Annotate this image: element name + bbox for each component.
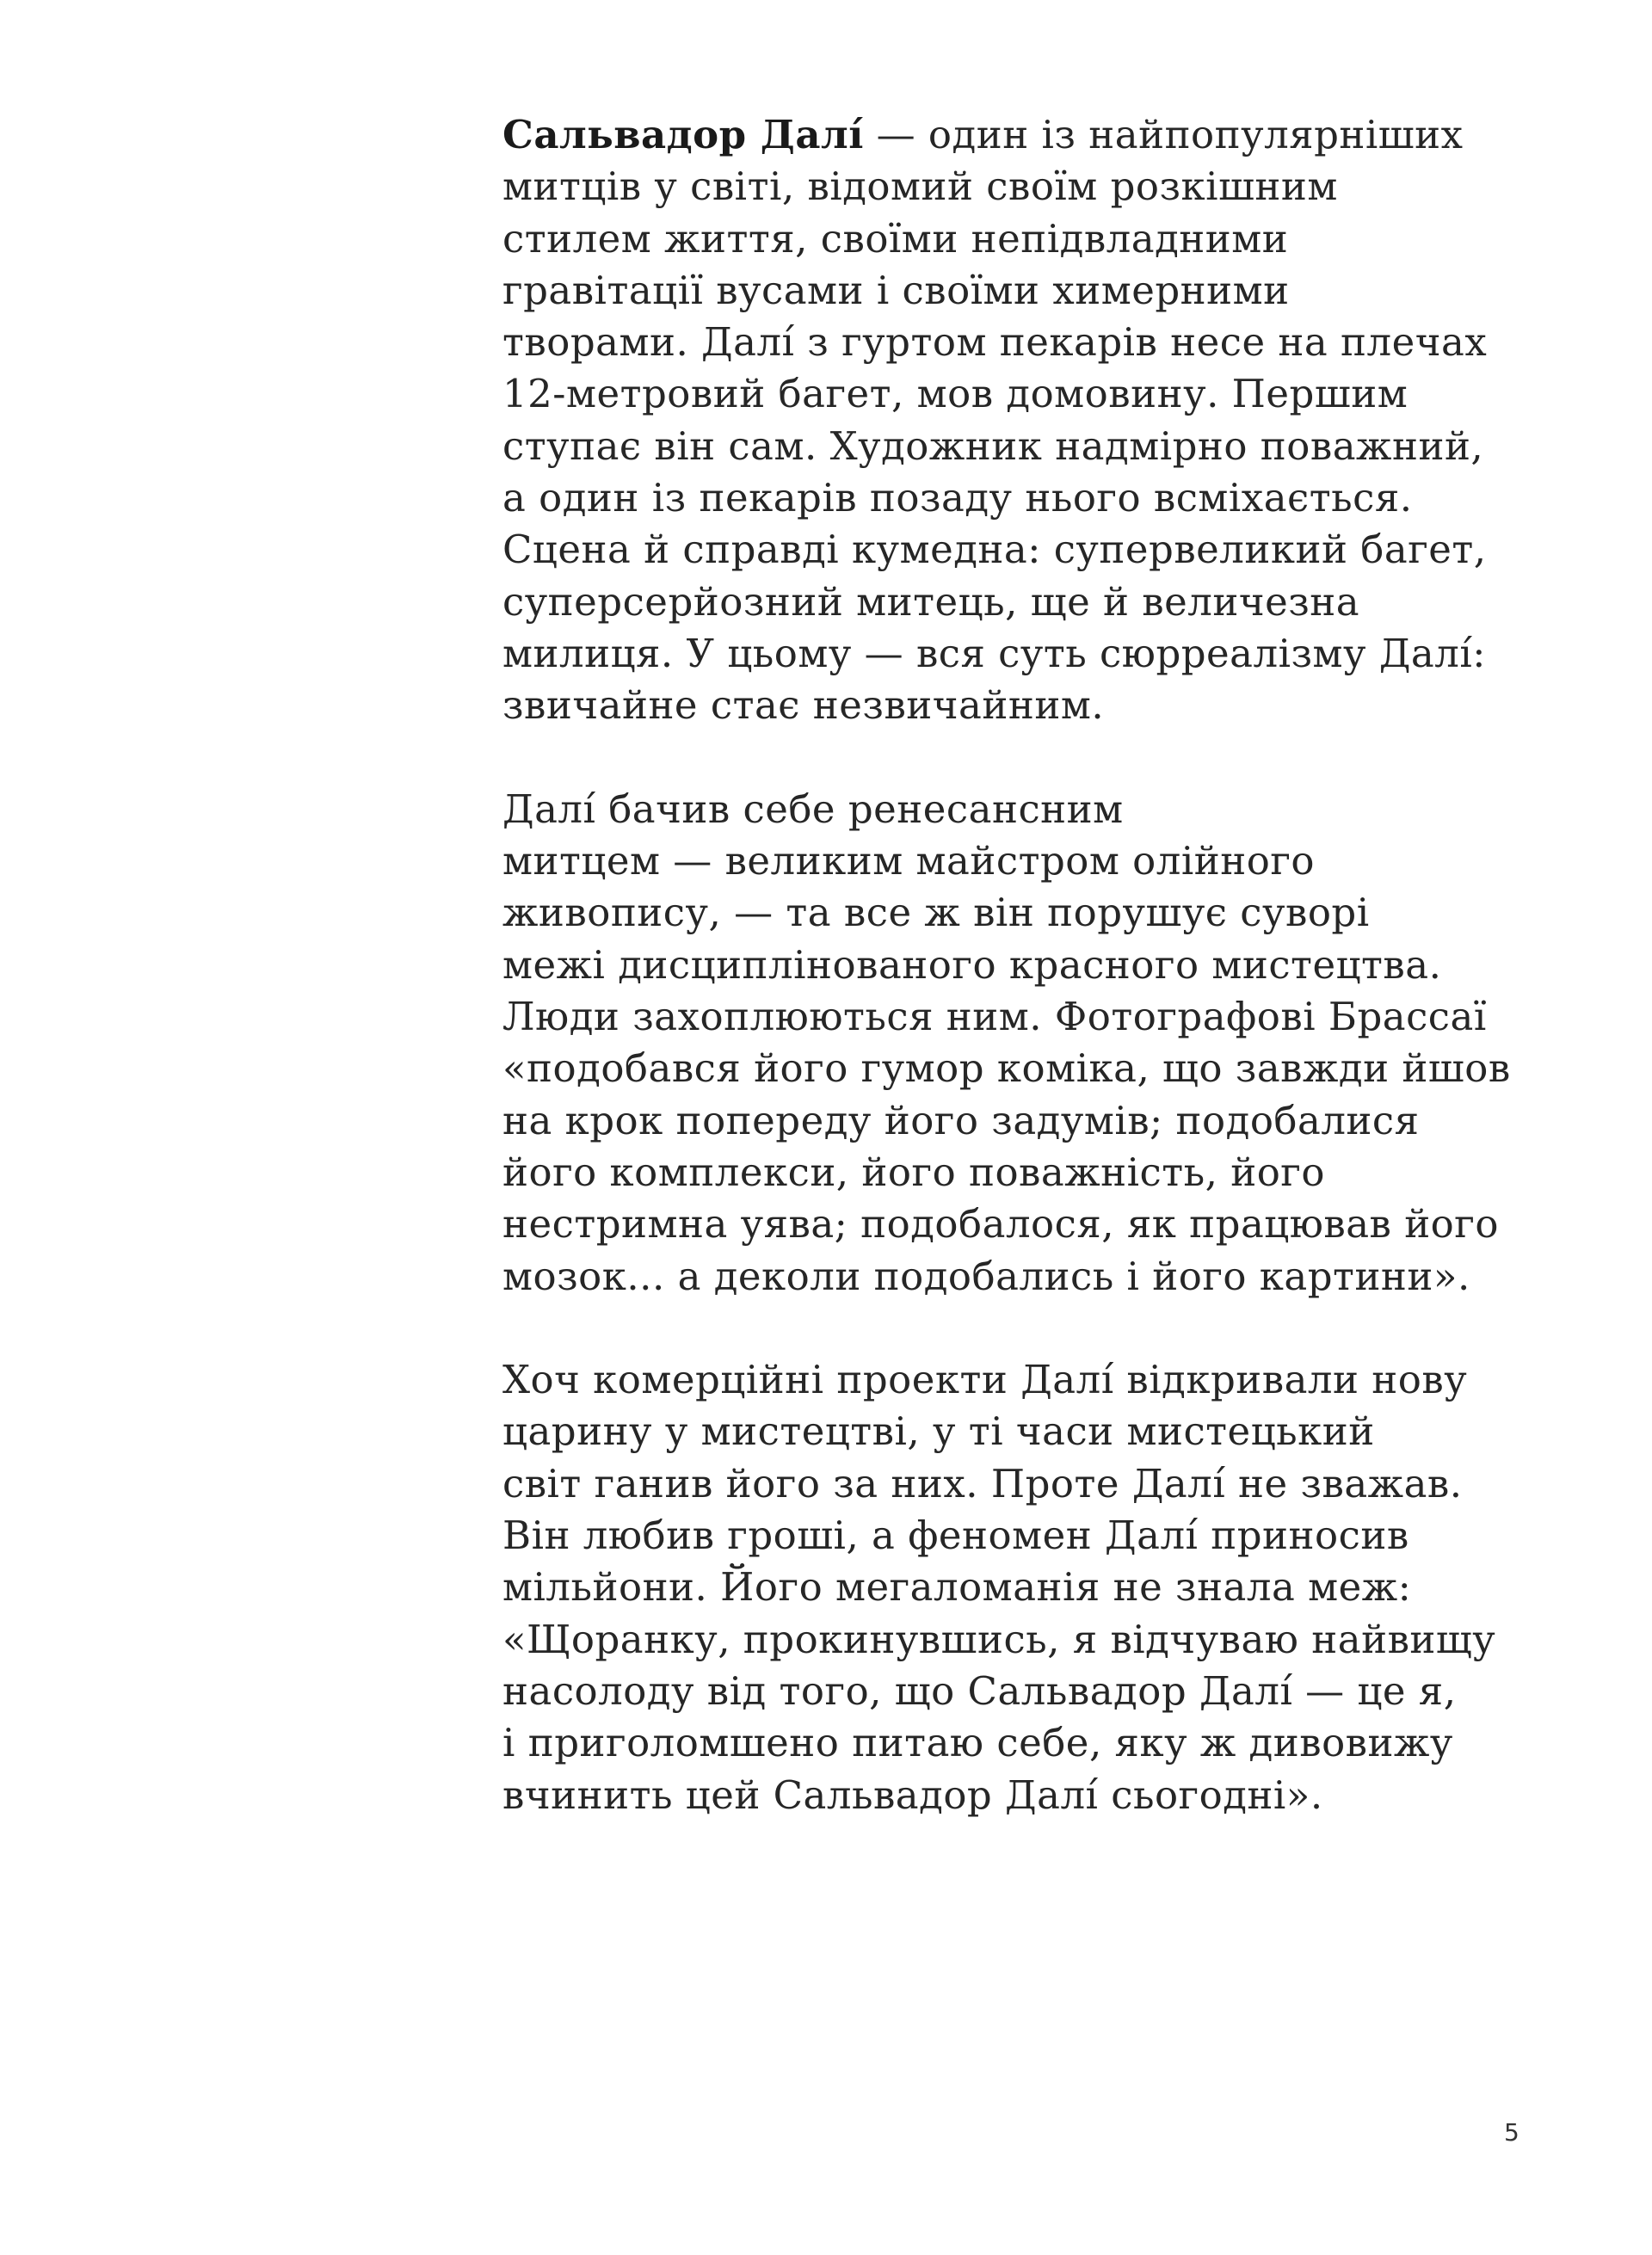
text-line: вчинить цей Сальвадор Далí сьогодні».: [502, 1771, 1323, 1818]
page-number: 5: [1504, 2118, 1519, 2147]
text-line: стилем життя, своїми непідвладними: [502, 215, 1289, 262]
text-line: Хоч комерційні проекти Далí відкривали нову: [502, 1357, 1468, 1403]
text-line: «подобався його гумор коміка, що завжди йшов: [502, 1045, 1511, 1092]
paragraph-3: [502, 1354, 1511, 1821]
text-line: мозок... а деколи подобались і його картини».: [502, 1253, 1470, 1299]
text-line: межі дисциплінованого красного мистецтва.: [502, 941, 1442, 988]
text-line: митцем — великим майстром олійного: [502, 838, 1315, 884]
text-line: мільйони. Його мегаломанія не знала меж:: [502, 1564, 1412, 1611]
text-line: Сцена й справді кумедна: супервеликий багет,: [502, 527, 1487, 573]
text-line: [502, 109, 1511, 161]
lead-name: Сальвадор Далí: [502, 112, 864, 157]
text-line: насолоду від того, що Сальвадор Далí — це я,: [502, 1667, 1457, 1714]
text-line: живопису, — та все ж він порушує суворі: [502, 890, 1370, 936]
text-line: царину у мистецтві, у ті часи мистецький: [502, 1408, 1375, 1455]
text-line: митців у світі, відомий своїм розкішним: [502, 163, 1338, 210]
text-line: звичайне стає незвичайним.: [502, 682, 1105, 729]
text-line: Люди захоплюються ним. Фотографові Брассаї: [502, 994, 1487, 1040]
text-line: а один із пекарів позаду нього всміхається.: [502, 475, 1413, 521]
text-line: і приголомшено питаю себе, яку ж дивовижу: [502, 1720, 1453, 1766]
text-line: світ ганив його за них. Проте Далí не зважав.: [502, 1460, 1463, 1506]
text-line: 12-метровий багет, мов домовину. Першим: [502, 371, 1409, 417]
text-span: — один із найпопулярніших: [863, 112, 1464, 157]
text-line: суперсерйозний митець, ще й величезна: [502, 578, 1360, 625]
text-line: творами. Далí з гуртом пекарів несе на плечах: [502, 319, 1488, 366]
text-line: нестримна уява; подобалося, як працював його: [502, 1201, 1499, 1248]
body-text: [502, 109, 1511, 1821]
text-line: Далí бачив себе ренесансним: [502, 786, 1124, 832]
text-line: гравітації вусами і своїми химерними: [502, 267, 1290, 313]
paragraph-gap: [502, 732, 1511, 784]
text-line: милиця. У цьому — вся суть сюрреалізму Далí:: [502, 630, 1486, 676]
text-line: «Щоранку, прокинувшись, я відчуваю найвищу: [502, 1616, 1496, 1662]
paragraph-gap: [502, 1303, 1511, 1354]
paragraph-2: [502, 784, 1511, 1303]
text-line: Він любив гроші, а феномен Далí приносив: [502, 1513, 1409, 1559]
text-line: ступає він сам. Художник надмірно поважний,: [502, 422, 1484, 469]
text-line: його комплекси, його поважність, його: [502, 1149, 1325, 1195]
text-line: на крок попереду його задумів; подобалися: [502, 1097, 1420, 1143]
paragraph-1: [502, 109, 1511, 732]
